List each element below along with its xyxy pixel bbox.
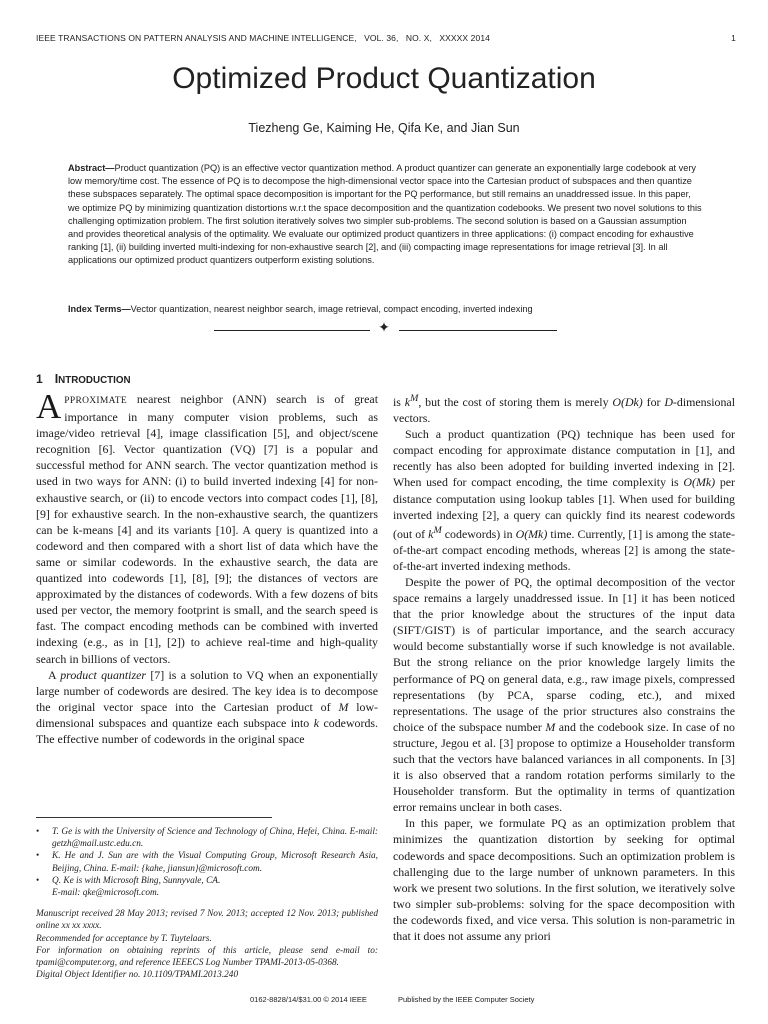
continued-paragraph xyxy=(393,391,735,426)
recommended-by: Recommended for acceptance by T. Tuytelaars. xyxy=(36,933,212,944)
section-title-rest: NTRODUCTION xyxy=(58,375,131,386)
right-column xyxy=(393,391,735,944)
index-terms xyxy=(68,303,702,316)
section-number: 1 xyxy=(36,372,43,386)
math-D: D xyxy=(664,394,673,409)
math-k: k xyxy=(313,715,320,730)
p2-text-c: low-dimensional subspaces and quantize each subspace into xyxy=(36,699,378,730)
abstract-text: Product quantization (PQ) is an effective vector quantization method. A product quantizer can generate an exponentially large codebook at very low memory/time cost. The essence of PQ is to decompose the high-dimensional vector space into the Cartesian product of subspaces and then quantize these subspaces separately. The optimal space decomposition is important for the PQ performance, but still remains an unaddressed issue. In this paper, we optimize PQ by minimizing quantization distortions w.r.t the space decomposition and the quantization codebooks. We present two novel solutions to this challenging optimization problem. The first solution iteratively solves two simpler sub-problems. The second solution is based on a Gaussian assumption and provides theoretical analysis of the optimality. We evaluate our optimized product quantizers in three applications: (i) compact encoding for exhaustive ranking [1], (ii) building inverted multi-indexing for non-exhaustive search [2], and (iii) compacting image representations for image retrieval [3]. In all applications our optimized product quantizers outperform existing solutions. xyxy=(68,163,702,266)
math-Dk: (Dk) xyxy=(620,394,643,409)
abstract-label: Abstract xyxy=(68,163,106,173)
affiliation-footnote-1 xyxy=(36,826,378,850)
section-heading xyxy=(36,372,376,386)
abstract-dash: — xyxy=(105,163,115,173)
index-terms-dash: — xyxy=(121,304,131,314)
r-p2-a: Despite the power of PQ, the optimal decomposition of the vector space remains a largely unaddressed issue. In [1] it has been noticed that the prior knowledge about the structures of the input data (SIFT/GIST) is of particular importance, and the search accuracy would become substantially worse if such knowledge is not available. But the strong reliance on the prior knowledge largely limits the performance of PQ on general data, e.g., raw image pixels, compressed representations (by PCA, sparse coding, etc.), and mixed representations. The usage of the prior structures also constrains the choice of the subspace number xyxy=(393,574,735,734)
affiliation-text-2: K. He and J. Sun are with the Visual Computing Group, Microsoft Research Asia, Beijing, China. E-mail: {kahe, jiansun}@microsoft.com. xyxy=(52,851,378,874)
math-sup-M: M xyxy=(410,393,419,404)
left-column xyxy=(36,387,378,747)
r-p0-b: , but the cost of storing them is merely xyxy=(418,394,613,409)
r-p1-c: codewords) in xyxy=(441,526,516,541)
p2-text-b: [7] is a solution to VQ when an exponentially large number of codewords are desired. The key idea is to decompose the original vector space into the Cartesian product of xyxy=(36,667,378,714)
divider-rule-right xyxy=(399,330,557,331)
lead-smallcaps: PPROXIMATE xyxy=(64,396,127,406)
affiliation-email-3: E-mail: qke@microsoft.com. xyxy=(52,888,160,899)
author-list: Tiezheng Ge, Kaiming He, Qifa Ke, and Jian Sun xyxy=(248,121,520,135)
reprints-info: For information on obtaining reprints of this article, please send e-mail to: tpami@computer.org, and reference IEEECS Log Number TPAMI-2013-05-0368. xyxy=(36,945,378,969)
drop-cap: A xyxy=(36,387,62,426)
paper-title: Optimized Product Quantization xyxy=(172,62,596,95)
footnote-rule xyxy=(36,817,272,818)
divider-ornament-icon: ✦ xyxy=(378,321,390,336)
running-head xyxy=(36,33,736,45)
bullet-icon: • xyxy=(36,851,40,862)
page-number: 1 xyxy=(731,33,736,43)
math-O: O xyxy=(612,394,621,409)
right-paragraph-1 xyxy=(393,426,735,574)
math-M: M xyxy=(545,719,556,734)
bullet-icon: • xyxy=(36,875,40,886)
copyright-line: 0162-8828/14/$31.00 © 2014 IEEE xyxy=(250,995,367,1004)
affiliation-footnote-3 xyxy=(36,875,378,899)
issue-number: NO. X, xyxy=(405,33,432,43)
r-p2-b: and the codebook size. In case of no structure, Jegou et al. [3] propose to optimize a Householder transform such that the vectors have balanced variances in all components. In [3] it is also observed that a random rotation performs similarly to the Householder transform. But the optimality in terms of quantization error remains unclear in both cases. xyxy=(393,719,735,815)
issue-date: XXXXX 2014 xyxy=(439,33,490,43)
intro-paragraph-1 xyxy=(36,387,378,667)
doi: Digital Object Identifier no. 10.1109/TPAMI.2013.240 xyxy=(36,970,239,981)
abstract xyxy=(68,162,702,268)
r-p0-c: for xyxy=(642,394,665,409)
p2-emphasis: product quantizer xyxy=(60,667,147,682)
footnotes xyxy=(36,826,378,981)
math-OMk: O(Mk) xyxy=(683,475,716,490)
intro-paragraph-2 xyxy=(36,667,378,747)
publisher-line: Published by the IEEE Computer Society xyxy=(398,995,535,1004)
math-k: k xyxy=(428,526,434,541)
r-p1-a: Such a product quantization (PQ) technique has been used for compact encoding for approximate distance computation in [1], and recently has also been adopted for building inverted indexing in [2]. When used for compact encoding, the time complexity is xyxy=(393,427,735,490)
journal-name: IEEE TRANSACTIONS ON PATTERN ANALYSIS AND MACHINE INTELLIGENCE, xyxy=(36,33,357,43)
affiliation-text-3: Q. Ke is with Microsoft Bing, Sunnyvale, CA. xyxy=(52,875,221,886)
divider-rule-left xyxy=(214,330,370,331)
page-footer xyxy=(0,995,768,1007)
index-terms-text: Vector quantization, nearest neighbor search, image retrieval, compact encoding, inverted indexing xyxy=(130,304,533,314)
intro-paragraph-1-text: nearest neighbor (ANN) search is of great importance in many computer vision problems, such as image/video retrieval [4], image classification [5], and object/scene recognition [6]. Vector quantization (VQ) [7] is a popular and successful method for ANN search. The vector quantization method is used in two ways for ANN: (i) to build inverted indexing [4] for non-exhaustive search, or (ii) to encode vectors into compact codes [1], [8], [9] for exhaustive search. In the non-exhaustive search, the quantizers can be k-means [4] and its variants [10]. A query is quantized into a codeword and then compared with a short list of data which have the same or similar codewords. In the exhaustive search, the data are quantized into codewords [1], [8], [9]; the distances of vectors are approximated by the distances of codewords. With a few dozens of bits used per vector, the memory footprint is small, and the search speed is fast. The compact encoding methods can be combined with inverted indexing (e.g., as in [1], [2]) to achieve real-time and high-quality search in billions of vectors. xyxy=(36,392,378,666)
r-p0-d: -dimensional vectors. xyxy=(393,394,736,426)
affiliation-footnote-2 xyxy=(36,850,378,874)
section-title-initial: I xyxy=(54,372,59,386)
math-k: k xyxy=(404,394,411,409)
volume: VOL. 36, xyxy=(364,33,399,43)
p2-text-d: codewords. The effective number of codewords in the original space xyxy=(36,715,378,746)
manuscript-dates: Manuscript received 28 May 2013; revised 7 Nov. 2013; accepted 12 Nov. 2013; published online xx xx xxxx. xyxy=(36,909,378,932)
p2-text-a: A xyxy=(48,667,61,682)
index-terms-label: Index Terms xyxy=(68,304,122,314)
right-paragraph-3: In this paper, we formulate PQ as an optimization problem that minimizes the quantization distortion by seeking for optimal codewords and space decompositions. Such an optimization problem is challenging due to the large number of unknown parameters. In this work we present two solutions. In the first solution, we iteratively solve two simpler sub-problems: solving for the space decomposition with the codewords fixed, and vice versa. This solution is non-parametric in that it does not assume any priori xyxy=(393,816,735,944)
r-p1-d: time. Currently, [1] is among the state-of-the-art compact encoding methods, whereas [2] is among the state-of-the-art inverted indexing methods. xyxy=(393,526,735,573)
r-p1-b: per distance computation using lookup tables [1]. When used for building inverted indexing [2], a query can quickly find its nearest codewords (out of xyxy=(393,475,736,541)
bullet-icon: • xyxy=(36,827,40,837)
affiliation-text-1: T. Ge is with the University of Science and Technology of China, Hefei, China. E-mail: getzh@mail.ustc.edu.cn. xyxy=(52,827,378,850)
math-OMk: O(Mk) xyxy=(515,526,548,541)
math-M: M xyxy=(338,699,349,714)
right-paragraph-2 xyxy=(393,574,735,815)
math-sup-M: M xyxy=(433,524,442,536)
r-p0-a: is xyxy=(393,394,405,409)
